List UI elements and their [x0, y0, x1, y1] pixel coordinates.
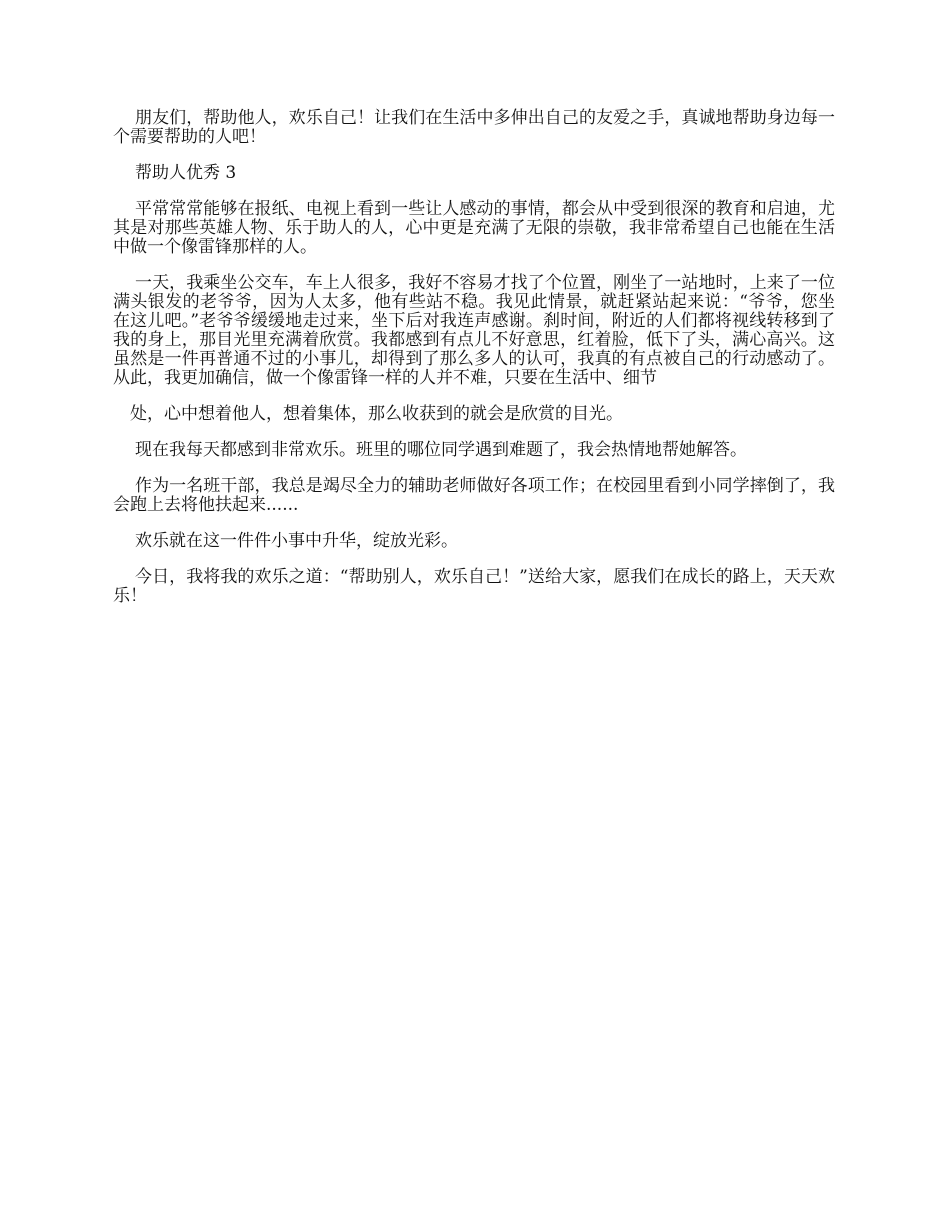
- paragraph-closing-appeal: 朋友们，帮助他人，欢乐自己！让我们在生活中多伸出自己的友爱之手，真诚地帮助身边每一个需要帮助的人吧！: [113, 108, 835, 147]
- paragraph-bus-story: 一天，我乘坐公交车，车上人很多，我好不容易才找了个位置，刚坐了一站地时，上来了一位满头银发的老爷爷，因为人太多，他有些站不稳。我见此情景，就赶紧站起来说：“爷爷，您坐在这儿吧。”老爷爷缓缓地走过来，坐下后对我连声感谢。刹时间，附近的人们都将视线转移到了我的身上，那目光里充满着欣赏。我都感到有点儿不好意思，红着脸，低下了头，满心高兴。这虽然是一件再普通不过的小事儿，却得到了那么多人的认可，我真的有点被自己的行动感动了。从此，我更加确信，做一个像雷锋一样的人并不难，只要在生活中、细节: [113, 273, 835, 388]
- paragraph-conclusion: 今日，我将我的欢乐之道：“帮助别人，欢乐自己！”送给大家，愿我们在成长的路上，天天欢乐！: [113, 567, 835, 606]
- paragraph-sublimation: 欢乐就在这一件件小事中升华，绽放光彩。: [135, 531, 458, 551]
- document-body: [113, 109, 835, 623]
- paragraph-daily-joy: 现在我每天都感到非常欢乐。班里的哪位同学遇到难题了，我会热情地帮她解答。: [135, 440, 747, 460]
- paragraph-intro: 平常常常能够在报纸、电视上看到一些让人感动的事情，都会从中受到很深的教育和启迪，尤其是对那些英雄人物、乐于助人的人，心中更是充满了无限的崇敬，我非常希望自己也能在生活中做一个像雷锋那样的人。: [113, 199, 835, 257]
- paragraph-class-cadre: 作为一名班干部，我总是竭尽全力的辅助老师做好各项工作；在校园里看到小同学摔倒了，我会跑上去将他扶起来......: [113, 476, 835, 515]
- section-heading: 帮助人优秀 3: [135, 163, 237, 183]
- paragraph-continuation: 处，心中想着他人，想着集体，那么收获到的就会是欣赏的目光。: [130, 404, 623, 424]
